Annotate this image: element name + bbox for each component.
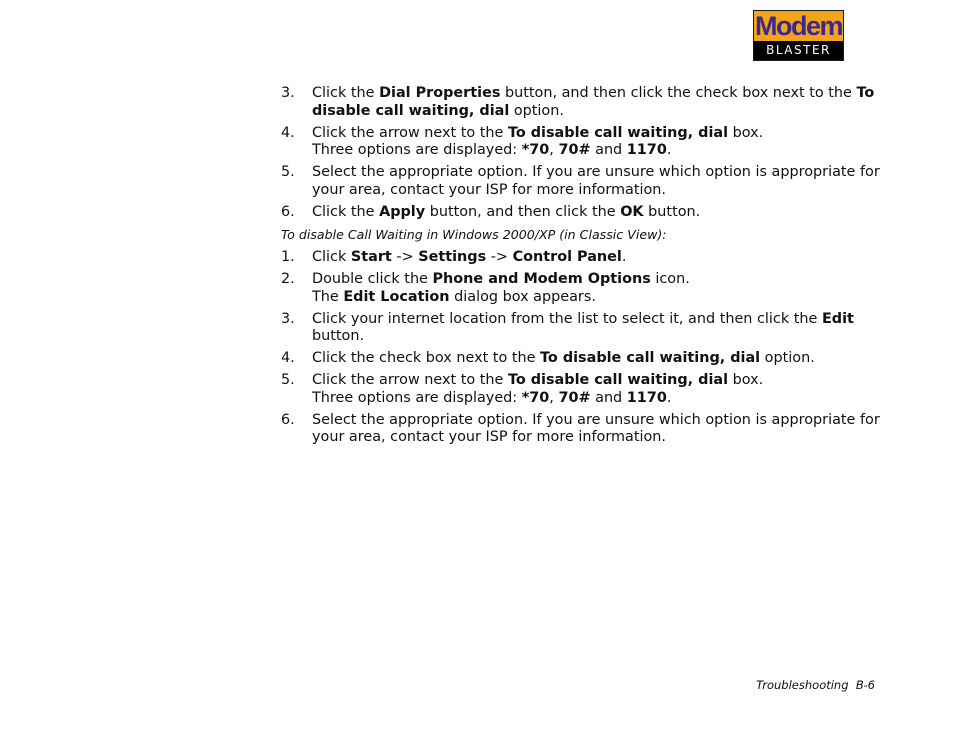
item-bold: 70# xyxy=(558,142,591,158)
item-text: Click the xyxy=(312,203,380,220)
item-bold: Start xyxy=(350,249,392,265)
item-text: Three options are displayed: xyxy=(312,142,522,158)
item-bold: Edit Location xyxy=(343,288,450,305)
item-bold: To disable call waiting, dial xyxy=(507,124,729,141)
list-item xyxy=(281,372,881,407)
item-text: -> xyxy=(486,249,513,265)
item-bold: Dial Properties xyxy=(379,85,501,101)
item-text: button. xyxy=(312,328,365,344)
item-number: 4. xyxy=(281,350,295,366)
item-text: Click your internet location from the list to select it, and then click the xyxy=(312,310,822,327)
list-item xyxy=(281,350,881,368)
item-bold: Settings xyxy=(418,249,487,265)
list-item xyxy=(281,204,881,222)
item-bold: Phone and Modem Options xyxy=(432,271,651,287)
item-text: button. xyxy=(643,203,701,220)
item-bold: To disable call waiting, dial xyxy=(507,372,729,388)
item-text: Click the arrow next to the xyxy=(312,372,508,388)
item-bold: Apply xyxy=(379,203,426,220)
item-number: 2. xyxy=(281,271,295,287)
section-heading: To disable Call Waiting in Windows 2000/XP (in Classic View): xyxy=(281,227,667,242)
item-text: , xyxy=(549,389,559,406)
item-text: Click xyxy=(312,249,351,265)
item-text: box. xyxy=(728,372,764,388)
item-bold: 1170 xyxy=(626,142,667,158)
item-bold: To disable call waiting, dial xyxy=(312,85,875,119)
item-number: 3. xyxy=(281,85,295,101)
item-text: Click the xyxy=(312,85,380,101)
item-text: Click the check box next to the xyxy=(312,350,541,366)
item-text: and xyxy=(590,389,627,406)
item-text: The xyxy=(312,288,344,305)
list-item xyxy=(281,311,881,346)
document-body xyxy=(281,85,881,451)
item-text: Click the arrow next to the xyxy=(312,124,508,141)
item-text: button, and then click the check box next to the xyxy=(500,85,857,101)
item-number: 6. xyxy=(281,203,295,220)
item-text: icon. xyxy=(650,271,690,287)
item-text: . xyxy=(666,142,672,158)
list-item xyxy=(281,412,881,447)
item-bold: 1170 xyxy=(626,389,667,406)
item-text: option. xyxy=(760,350,815,366)
item-text: Select the appropriate option. If you are unsure which option is appropriate for your area, contact your ISP for more information. xyxy=(312,164,880,198)
item-text: . xyxy=(621,249,627,265)
item-text: and xyxy=(590,142,627,158)
item-number: 4. xyxy=(281,124,295,141)
modem-blaster-logo xyxy=(753,10,844,61)
item-number: 5. xyxy=(281,164,295,180)
item-text: -> xyxy=(391,249,419,265)
item-number: 1. xyxy=(281,249,295,265)
item-text: button, and then click the xyxy=(425,203,621,220)
item-bold: Edit xyxy=(821,310,854,327)
list-item xyxy=(281,125,881,160)
item-text: option. xyxy=(509,102,564,119)
item-bold: 70# xyxy=(558,389,591,406)
list-item xyxy=(281,271,881,306)
item-number: 6. xyxy=(281,411,295,428)
item-text: Select the appropriate option. If you are unsure which option is appropriate for your area, contact your ISP for more information. xyxy=(312,411,880,445)
list-item xyxy=(281,249,881,267)
item-bold: *70 xyxy=(521,389,550,406)
list-item xyxy=(281,85,881,120)
item-bold: OK xyxy=(620,203,644,220)
logo-wordmark-top: Modem xyxy=(755,11,842,41)
item-text: dialog box appears. xyxy=(449,288,596,305)
item-bold: To disable call waiting, dial xyxy=(540,350,761,366)
item-text: Double click the xyxy=(312,271,433,287)
page-footer: Troubleshooting B-6 xyxy=(756,678,875,692)
item-bold: *70 xyxy=(521,142,550,158)
item-number: 5. xyxy=(281,372,295,388)
logo-wordmark-bottom: BLASTER xyxy=(754,41,843,60)
list-item xyxy=(281,164,881,199)
item-bold: Control Panel xyxy=(512,249,622,265)
item-text: Three options are displayed: xyxy=(312,389,522,406)
item-text: . xyxy=(666,389,672,406)
item-text: box. xyxy=(728,124,764,141)
item-text: , xyxy=(549,142,559,158)
item-number: 3. xyxy=(281,310,295,327)
